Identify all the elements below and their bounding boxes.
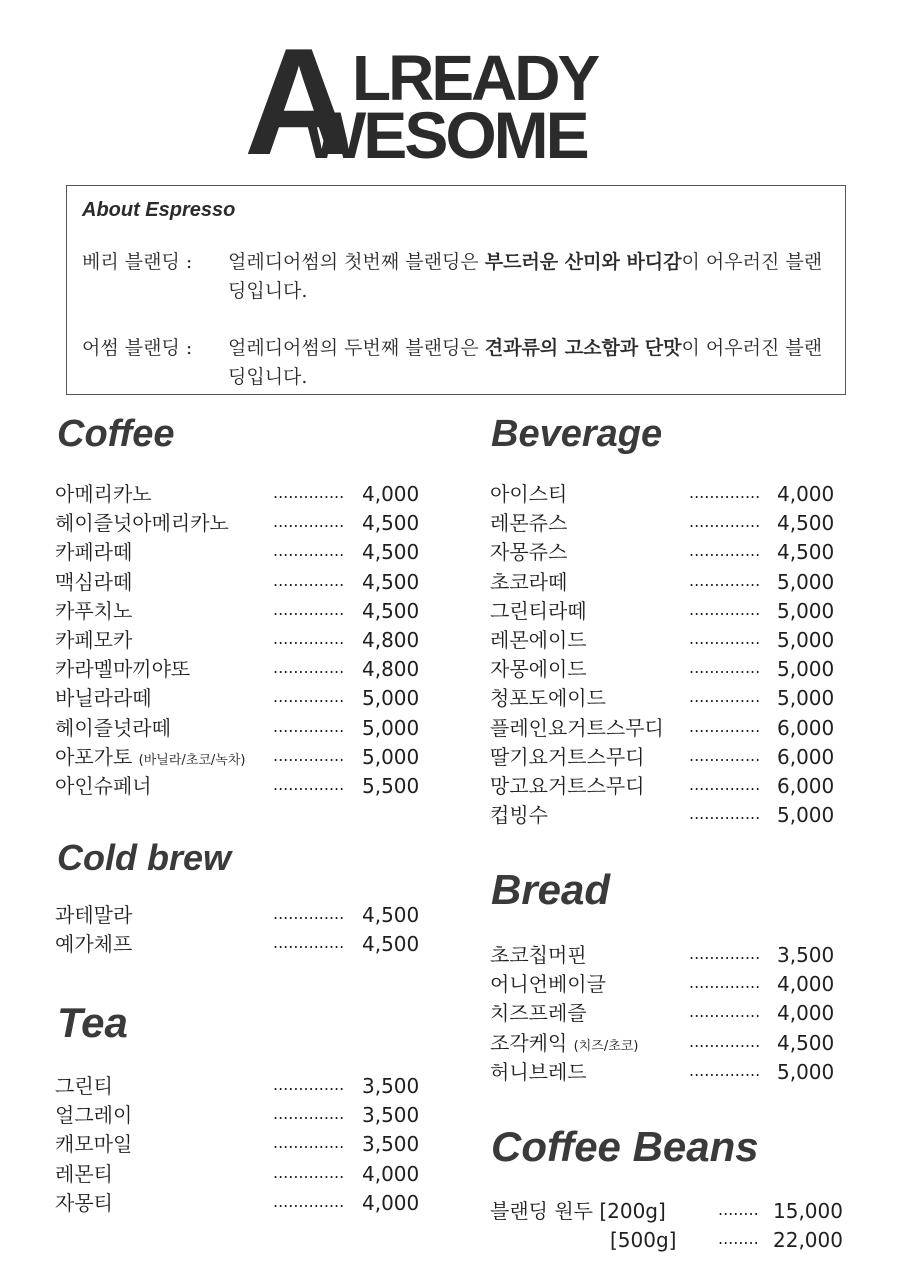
menu-item-price: 3,500 xyxy=(777,943,835,967)
dot-leader: .............. xyxy=(689,541,761,561)
menu-item-price: 6,000 xyxy=(777,773,835,798)
menu-item-price: 4,500 xyxy=(362,540,420,565)
menu-item-name: 그린티 xyxy=(55,1074,113,1098)
dot-leader: .............. xyxy=(273,1104,345,1124)
blend-text: 얼레디어썸의 두번째 블랜딩은 견과류의 고소함과 단맛이 어우러진 블랜딩입니다. xyxy=(228,337,823,388)
menu-item xyxy=(490,568,850,597)
coffee-menu-list xyxy=(55,480,435,801)
menu-item-note: (치즈/초코) xyxy=(573,1038,639,1054)
menu-item xyxy=(55,1160,435,1189)
tea-menu-list xyxy=(55,1072,435,1218)
menu-item-price: 5,000 xyxy=(362,686,420,711)
dot-leader: .............. xyxy=(273,904,345,923)
brand-logo xyxy=(244,17,664,187)
menu-item xyxy=(55,568,435,597)
menu-item xyxy=(490,626,850,655)
menu-item xyxy=(490,1226,860,1255)
menu-item xyxy=(490,1029,850,1058)
menu-item-price: 4,000 xyxy=(362,1161,420,1186)
menu-item-price: 4,500 xyxy=(777,1030,835,1055)
dot-leader: .............. xyxy=(273,512,345,532)
menu-item xyxy=(55,1189,435,1218)
menu-item xyxy=(55,509,435,538)
blend-name: 어썸 블랜딩 : xyxy=(82,337,193,359)
menu-item-price: 4,000 xyxy=(777,1001,835,1026)
dot-leader: .............. xyxy=(273,1162,345,1182)
section-title-beverage: Beverage xyxy=(491,413,663,455)
dot-leader: .............. xyxy=(689,944,761,963)
menu-item-name: 헤이즐넛아메리카노 xyxy=(55,511,229,536)
menu-item xyxy=(490,743,850,772)
menu-item xyxy=(490,772,850,801)
about-espresso-box xyxy=(66,185,846,395)
menu-item-price: 5,500 xyxy=(362,773,420,798)
menu-item-price: 3,500 xyxy=(362,1074,420,1098)
menu-item-name: 조각케익 xyxy=(490,1030,568,1055)
dot-leader: .............. xyxy=(273,1133,345,1153)
menu-item xyxy=(55,714,435,743)
dot-leader: .............. xyxy=(273,1191,345,1211)
menu-item-price: 5,000 xyxy=(362,744,420,769)
menu-item-name: 그린티라떼 xyxy=(490,598,587,623)
menu-item-price: 4,500 xyxy=(777,511,835,536)
menu-item xyxy=(490,684,850,713)
section-title-tea: Tea xyxy=(57,999,128,1046)
menu-item-name: 아인슈페너 xyxy=(55,773,152,798)
dot-leader: .............. xyxy=(273,628,345,648)
menu-item xyxy=(490,509,850,538)
dot-leader: .............. xyxy=(689,973,761,993)
menu-item xyxy=(490,538,850,567)
section-title-coffee: Coffee xyxy=(57,413,175,455)
menu-item xyxy=(55,772,435,801)
menu-item xyxy=(490,999,850,1028)
dot-leader: ........ xyxy=(718,1200,759,1219)
section-title-bread: Bread xyxy=(491,866,611,913)
dot-leader: ........ xyxy=(718,1229,759,1249)
dot-leader: .............. xyxy=(273,1075,345,1094)
menu-item-name: 자몽티 xyxy=(55,1190,113,1215)
menu-item-name: 치즈프레즐 xyxy=(490,1001,587,1026)
dot-leader: .............. xyxy=(689,716,761,736)
dot-leader: .............. xyxy=(273,570,345,590)
menu-item xyxy=(55,626,435,655)
menu-item xyxy=(55,930,435,959)
menu-item xyxy=(490,655,850,684)
menu-item xyxy=(55,1101,435,1130)
menu-item-price: 5,000 xyxy=(777,686,835,711)
menu-item-price: 3,500 xyxy=(362,1132,420,1157)
menu-item xyxy=(55,743,435,772)
menu-item-name: 카페모카 xyxy=(55,627,133,652)
menu-item-name: 얼그레이 xyxy=(55,1103,133,1128)
menu-item xyxy=(55,1072,435,1101)
logo-line-2: WESOME xyxy=(304,98,587,172)
blend-name: 베리 블랜딩 : xyxy=(82,251,193,273)
menu-item-name: 바닐라라떼 xyxy=(55,686,152,711)
menu-item-note: (바닐라/초코/녹차) xyxy=(138,752,246,768)
menu-item-name: 블랜딩 원두 [200g] xyxy=(490,1199,666,1223)
menu-item-price: 5,000 xyxy=(777,627,835,652)
dot-leader: .............. xyxy=(689,1031,761,1051)
menu-item-name: 초코칩머핀 xyxy=(490,943,587,967)
menu-item-price: 15,000 xyxy=(773,1199,843,1223)
about-title: About Espresso xyxy=(82,199,236,221)
menu-item-name: [500g] xyxy=(610,1228,677,1253)
dot-leader: .............. xyxy=(689,774,761,794)
menu-item xyxy=(55,684,435,713)
dot-leader: .............. xyxy=(273,745,345,765)
blend-highlight: 견과류의 고소함과 단맛 xyxy=(484,337,682,359)
section-title-cold-brew: Cold brew xyxy=(57,837,232,878)
menu-item-price: 5,000 xyxy=(362,715,420,740)
menu-item xyxy=(55,480,435,509)
menu-item-price: 4,500 xyxy=(362,903,420,927)
menu-item-price: 4,800 xyxy=(362,657,420,682)
menu-item-name: 레몬티 xyxy=(55,1161,113,1186)
dot-leader: .............. xyxy=(689,570,761,590)
dot-leader: .............. xyxy=(689,1002,761,1022)
menu-item xyxy=(55,1130,435,1159)
menu-item-name: 헤이즐넛라떼 xyxy=(55,715,171,740)
menu-item-price: 3,500 xyxy=(362,1103,420,1128)
dot-leader: .............. xyxy=(273,716,345,736)
menu-item-name: 자몽쥬스 xyxy=(490,540,568,565)
menu-item-price: 4,500 xyxy=(362,598,420,623)
menu-item-name: 카라멜마끼야또 xyxy=(55,657,191,682)
menu-item-name: 딸기요거트스무디 xyxy=(490,744,645,769)
menu-item-price: 5,000 xyxy=(777,569,835,594)
menu-item-name: 플레인요거트스무디 xyxy=(490,715,664,740)
menu-item xyxy=(490,941,850,970)
menu-item xyxy=(490,970,850,999)
dot-leader: .............. xyxy=(689,804,761,824)
menu-item-price: 6,000 xyxy=(777,744,835,769)
menu-item xyxy=(490,597,850,626)
menu-item-price: 4,000 xyxy=(777,972,835,997)
menu-item xyxy=(490,1058,850,1087)
menu-item-name: 아메리카노 xyxy=(55,482,152,506)
dot-leader: .............. xyxy=(273,483,345,502)
menu-item xyxy=(55,655,435,684)
logo-line-1: LREADY xyxy=(352,42,598,114)
dot-leader: .............. xyxy=(273,687,345,707)
logo-big-letter: A xyxy=(244,17,350,187)
menu-item-name: 과테말라 xyxy=(55,903,133,927)
menu-item xyxy=(490,714,850,743)
menu-item-price: 5,000 xyxy=(777,1059,835,1084)
menu-item-name: 레몬에이드 xyxy=(490,627,587,652)
dot-leader: .............. xyxy=(689,483,761,502)
dot-leader: .............. xyxy=(689,599,761,619)
menu-item xyxy=(55,901,435,930)
menu-item-price: 4,000 xyxy=(362,1190,420,1215)
menu-item-name: 아이스티 xyxy=(490,482,568,506)
coffee-beans-menu-list xyxy=(490,1197,860,1255)
menu-item-price: 22,000 xyxy=(773,1228,843,1253)
section-title-coffee-beans: Coffee Beans xyxy=(491,1123,759,1170)
menu-item-name: 카푸치노 xyxy=(55,598,133,623)
dot-leader: .............. xyxy=(273,541,345,561)
menu-item-name: 자몽에이드 xyxy=(490,657,587,682)
menu-item-name: 아포가토 xyxy=(55,744,133,769)
menu-item-name: 망고요거트스무디 xyxy=(490,773,645,798)
menu-item-price: 4,500 xyxy=(362,569,420,594)
menu-item-name: 청포도에이드 xyxy=(490,686,606,711)
menu-item-name: 캐모마일 xyxy=(55,1132,133,1157)
menu-item-price: 4,500 xyxy=(362,932,420,957)
menu-item-price: 4,000 xyxy=(777,482,835,506)
blend-text: 얼레디어썸의 첫번째 블랜딩은 부드러운 산미와 바디감이 어우러진 블랜딩입니다. xyxy=(228,251,823,302)
menu-item-name: 레몬쥬스 xyxy=(490,511,568,536)
dot-leader: .............. xyxy=(273,599,345,619)
menu-item-price: 5,000 xyxy=(777,598,835,623)
cold-brew-menu-list xyxy=(55,901,435,959)
dot-leader: .............. xyxy=(273,774,345,794)
menu-item-name: 초코라떼 xyxy=(490,569,568,594)
menu-item xyxy=(490,1197,860,1226)
menu-item xyxy=(55,597,435,626)
beverage-menu-list xyxy=(490,480,850,830)
menu-item-price: 5,000 xyxy=(777,657,835,682)
dot-leader: .............. xyxy=(689,1060,761,1080)
menu-item-price: 4,800 xyxy=(362,627,420,652)
dot-leader: .............. xyxy=(689,658,761,678)
menu-item-name: 카페라떼 xyxy=(55,540,133,565)
menu-item-price: 4,500 xyxy=(777,540,835,565)
dot-leader: .............. xyxy=(689,628,761,648)
menu-item-name: 맥심라떼 xyxy=(55,569,133,594)
menu-item-price: 4,500 xyxy=(362,511,420,536)
blend-highlight: 부드러운 산미와 바디감 xyxy=(484,251,682,273)
dot-leader: .............. xyxy=(273,933,345,953)
menu-item xyxy=(55,538,435,567)
menu-item-name: 예가체프 xyxy=(55,932,133,957)
bread-menu-list xyxy=(490,941,850,1087)
menu-item-name: 컵빙수 xyxy=(490,803,548,828)
menu-item xyxy=(490,801,850,830)
menu-item-price: 6,000 xyxy=(777,715,835,740)
menu-item-price: 5,000 xyxy=(777,803,835,828)
dot-leader: .............. xyxy=(689,745,761,765)
dot-leader: .............. xyxy=(689,512,761,532)
menu-item-name: 어니언베이글 xyxy=(490,972,606,997)
menu-item xyxy=(490,480,850,509)
dot-leader: .............. xyxy=(273,658,345,678)
menu-item-price: 4,000 xyxy=(362,482,420,506)
dot-leader: .............. xyxy=(689,687,761,707)
menu-item-name: 허니브레드 xyxy=(490,1059,587,1084)
